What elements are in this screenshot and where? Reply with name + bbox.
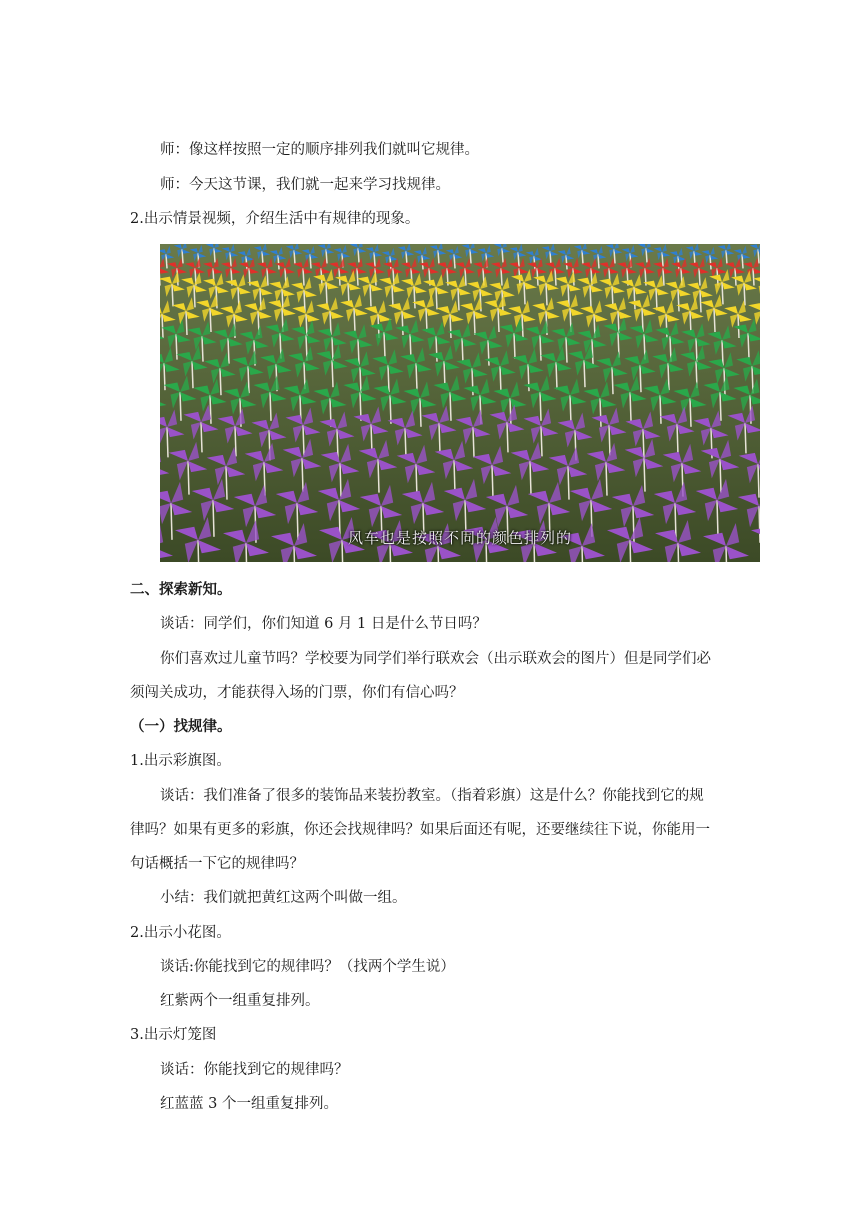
text-line: 律吗？如果有更多的彩旗，你还会找规律吗？如果后面还有呢，还要继续往下说，你能用一	[130, 822, 710, 838]
text-line: 句话概括一下它的规律吗？	[130, 856, 304, 872]
text-line: 小结：我们就把黄红这两个叫做一组。	[160, 890, 407, 906]
text-line: 3.出示灯笼图	[130, 1027, 217, 1043]
section-heading: 二、探索新知。	[130, 582, 232, 598]
text-line: 红蓝蓝 3 个一组重复排列。	[160, 1096, 338, 1112]
text-line: 1.出示彩旗图。	[130, 753, 231, 769]
text-line: 2.出示情景视频，介绍生活中有规律的现象。	[130, 211, 420, 227]
pinwheel-photo	[160, 244, 760, 562]
text-line: 2.出示小花图。	[130, 925, 231, 941]
text-line: 红紫两个一组重复排列。	[160, 993, 320, 1009]
text-line: 师：像这样按照一定的顺序排列我们就叫它规律。	[160, 142, 479, 158]
pinwheel-field-illustration	[160, 244, 760, 562]
text-line: 须闯关成功，才能获得入场的门票，你们有信心吗？	[130, 685, 464, 701]
text-line: 你们喜欢过儿童节吗？学校要为同学们举行联欢会（出示联欢会的图片）但是同学们必	[160, 651, 711, 667]
text-line: 谈话：同学们，你们知道 6 月 1 日是什么节日吗？	[160, 616, 487, 632]
text-line: 谈话:你能找到它的规律吗？（找两个学生说）	[160, 959, 455, 975]
text-line: 谈话：我们准备了很多的装饰品来装扮教室。（指着彩旗）这是什么？你能找到它的规	[160, 788, 704, 804]
photo-caption: 风车也是按照不同的颜色排列的	[347, 529, 572, 547]
text-line: 谈话：你能找到它的规律吗？	[160, 1062, 349, 1078]
text-line: 师：今天这节课，我们就一起来学习找规律。	[160, 177, 450, 193]
subsection-heading: （一）找规律。	[130, 719, 232, 735]
